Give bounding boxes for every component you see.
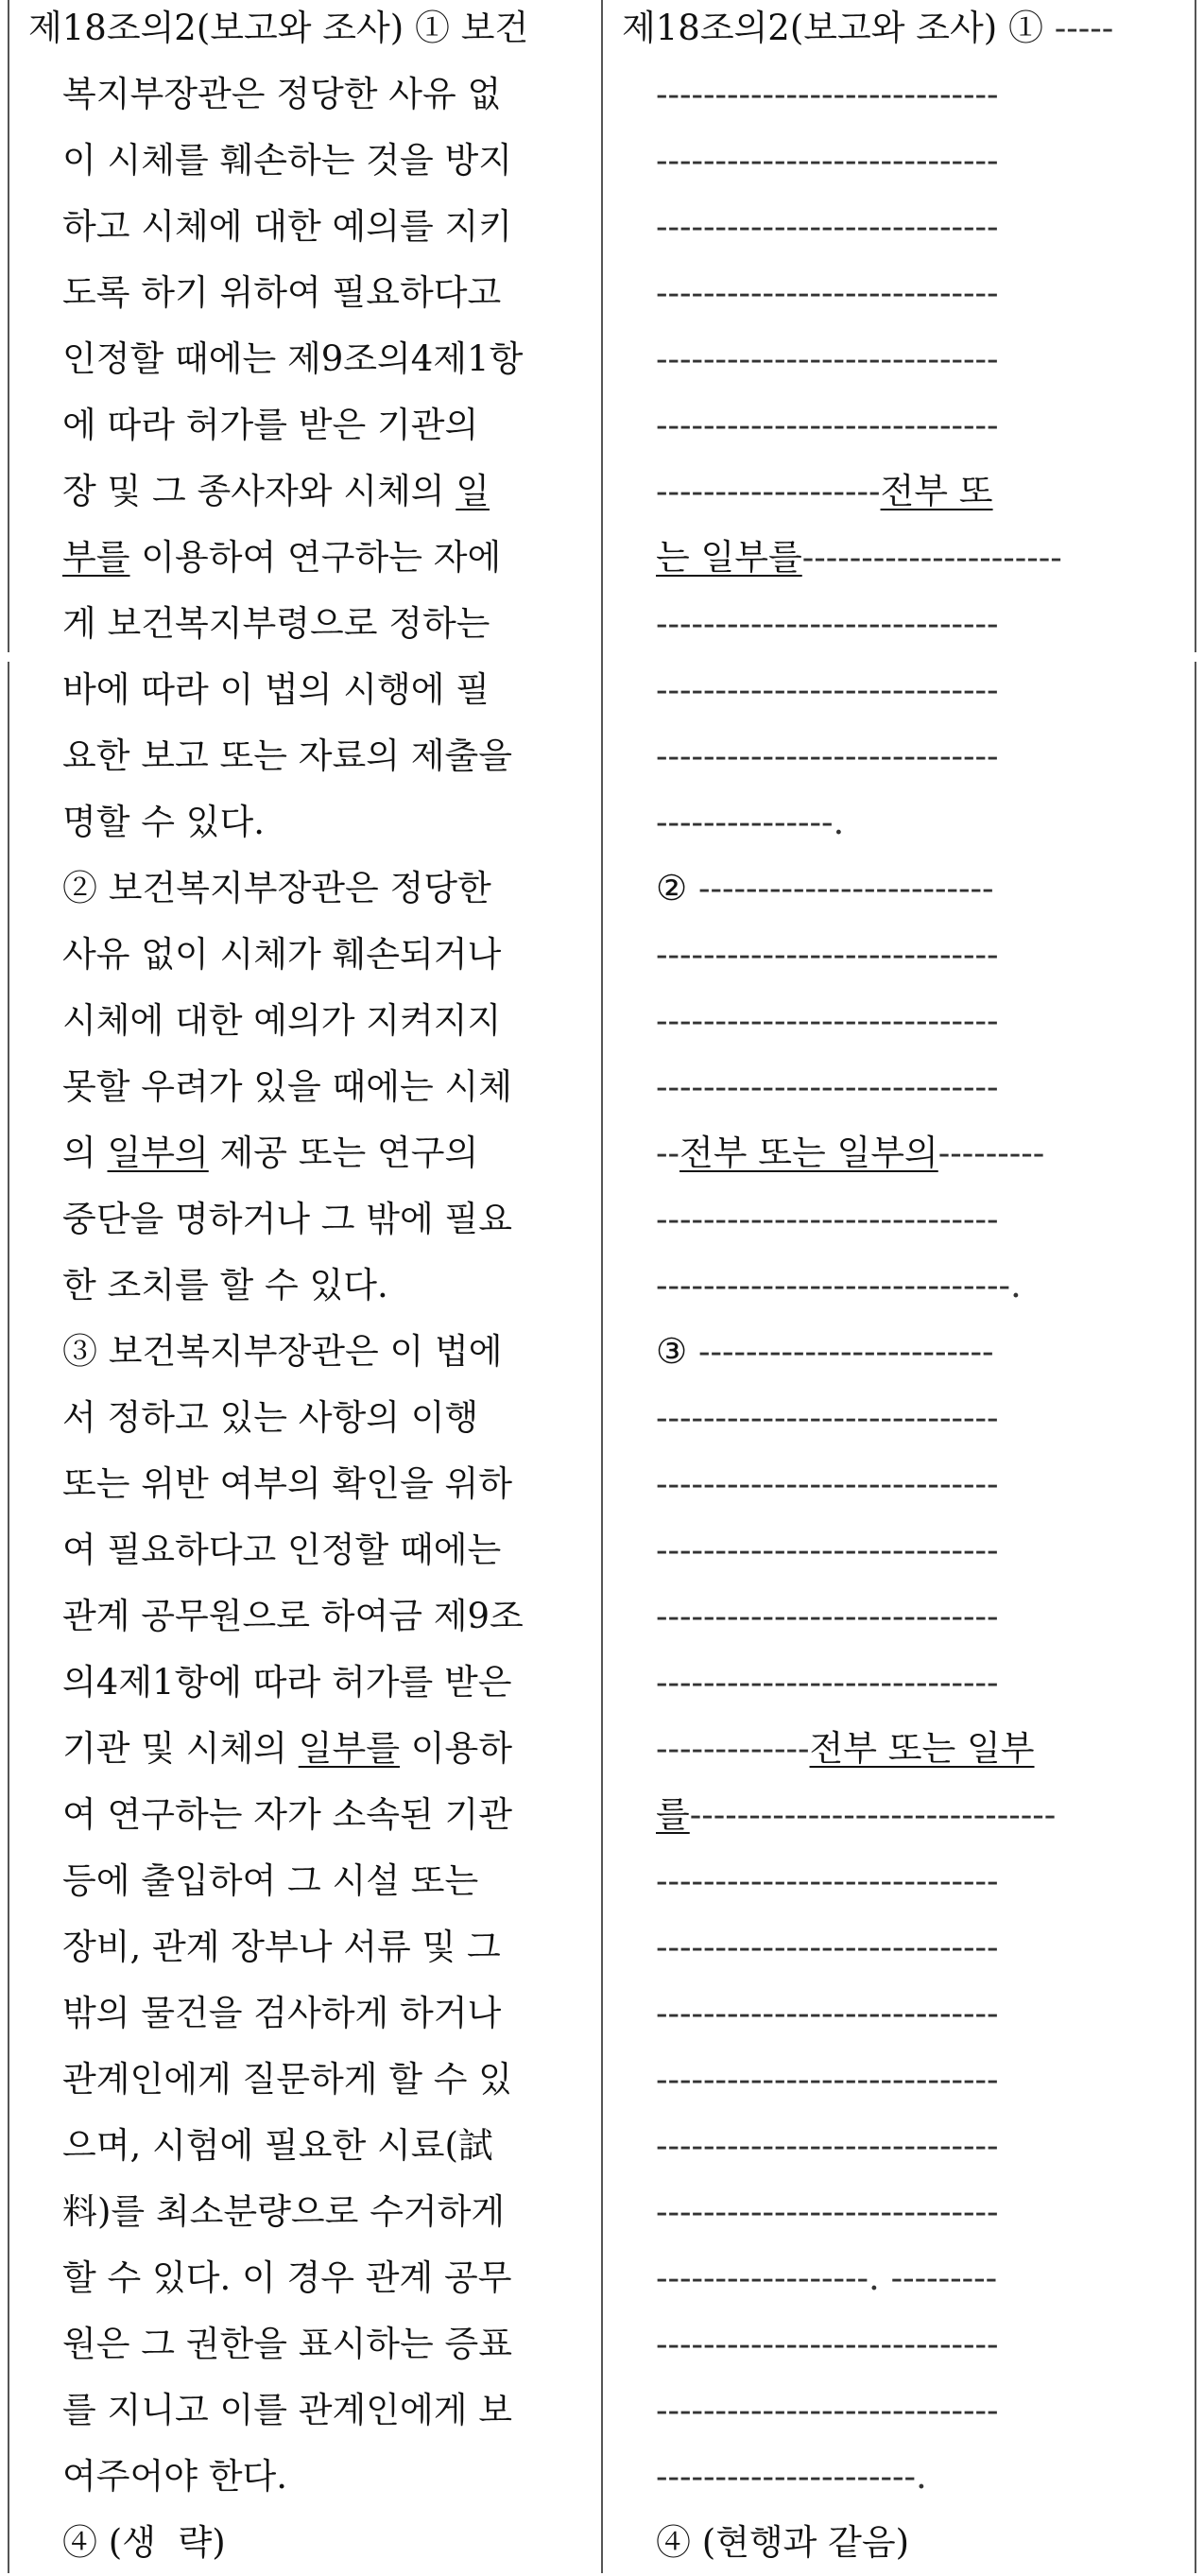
current-law-line-39: ④ (생 략) (62, 2522, 226, 2563)
omission-dashes: --------- (890, 2257, 998, 2298)
amendment-line-15: ----------------------------- (656, 934, 999, 975)
current-law-line-15: 사유 없이 시체가 훼손되거나 (62, 934, 502, 975)
plain-text: 기관 및 시체의 (62, 1728, 299, 1769)
underlined-amended-text: 부를 (62, 537, 130, 578)
current-law-line-19: 중단을 명하거나 그 밖에 필요 (62, 1199, 512, 1239)
current-law-line-10: 게 보건복지부령으로 정하는 (62, 603, 490, 644)
current-law-line-2: 복지부장관은 정당한 사유 없 (62, 74, 502, 114)
omission-dashes: --------- (937, 1132, 1045, 1173)
current-law-line-14: ② 보건복지부장관은 정당한 (62, 868, 491, 908)
current-law-line-8 (62, 458, 490, 525)
left-border-line (8, 0, 9, 652)
current-law-line-27 (62, 1716, 512, 1782)
amendment-line-10: ----------------------------- (656, 603, 999, 644)
current-law-line-22: 서 정하고 있는 사항의 이행 (62, 1397, 479, 1438)
plain-text: 제18조의2(보고와 조사) ① (622, 8, 1043, 48)
current-law-line-33: 으며, 시험에 필요한 시료(試 (62, 2125, 493, 2166)
current-law-line-16: 시체에 대한 예의가 지켜지지 (62, 1000, 502, 1041)
amendment-line-35 (656, 2245, 997, 2311)
amendment-line-3: ----------------------------- (656, 140, 999, 181)
amendment-line-32: ----------------------------- (656, 2059, 999, 2100)
amendment-line-34: ----------------------------- (656, 2191, 999, 2232)
plain-text: 이용하여 연구하는 자에 (129, 537, 502, 578)
amendment-line-18 (656, 1120, 1044, 1186)
underlined-amended-text: 전부 또는 일부의 (679, 1132, 938, 1173)
current-law-line-28: 여 연구하는 자가 소속된 기관 (62, 1794, 512, 1835)
underlined-amended-text: 일부의 (107, 1132, 209, 1173)
current-law-line-1: 제18조의2(보고와 조사) ① 보건 (28, 8, 529, 48)
amendment-line-21 (656, 1319, 994, 1385)
amendment-line-5: ----------------------------- (656, 272, 999, 313)
amendment-line-19: ----------------------------- (656, 1199, 999, 1239)
amendment-line-1 (622, 0, 1113, 61)
column-divider-line (601, 0, 603, 2573)
current-law-line-21: ③ 보건복지부장관은 이 법에 (62, 1331, 503, 1372)
current-law-line-30: 장비, 관계 장부나 서류 및 그 (62, 1927, 501, 1967)
underlined-amended-text: 를 (656, 1794, 690, 1835)
omission-dashes: -- (656, 1132, 680, 1173)
amendment-line-27 (656, 1716, 1035, 1782)
current-law-line-9 (62, 525, 501, 591)
paragraph-marker: ② (656, 868, 688, 908)
current-law-line-3: 이 시체를 훼손하는 것을 방지 (62, 140, 512, 181)
plain-text: 장 및 그 종사자와 시체의 (62, 471, 456, 511)
amendment-line-28 (656, 1782, 1056, 1848)
amendment-line-14 (656, 856, 994, 922)
underlined-amended-text: 일부를 (298, 1728, 400, 1769)
omission-dashes: ------------------. (656, 2257, 880, 2298)
current-law-line-24: 여 필요하다고 인정할 때에는 (62, 1530, 502, 1570)
omission-dashes: ------------- (656, 1728, 810, 1769)
amendment-line-11: ----------------------------- (656, 669, 999, 710)
current-law-line-38: 여주어야 한다. (62, 2456, 287, 2497)
current-law-line-32: 관계인에게 질문하게 할 수 있 (62, 2059, 512, 2100)
amendment-line-2: ----------------------------- (656, 74, 999, 114)
current-law-line-25: 관계 공무원으로 하여금 제9조 (62, 1596, 524, 1636)
amendment-line-38: ----------------------. (656, 2456, 927, 2497)
amendment-line-36: ----------------------------- (656, 2324, 999, 2364)
amendment-line-20: ------------------------------. (656, 1265, 1022, 1305)
omission-dashes: ------------------------- (697, 1331, 994, 1372)
current-law-line-7: 에 따라 허가를 받은 기관의 (62, 405, 479, 445)
current-law-line-12: 요한 보고 또는 자료의 제출을 (62, 735, 512, 776)
amendment-line-37: ----------------------------- (656, 2390, 999, 2430)
paragraph-marker: ③ (656, 1331, 688, 1372)
current-law-line-11: 바에 따라 이 법의 시행에 필 (62, 669, 490, 710)
right-border-line (1195, 0, 1196, 652)
current-law-line-23: 또는 위반 여부의 확인을 위하 (62, 1463, 512, 1504)
omission-dashes: ---------------------- (801, 537, 1062, 578)
current-law-line-13: 명할 수 있다. (62, 802, 265, 842)
amendment-line-23: ----------------------------- (656, 1463, 999, 1504)
omission-dashes: ------------------------------- (689, 1794, 1057, 1835)
underlined-amended-text: 전부 또 (880, 471, 993, 511)
amendment-line-33: ----------------------------- (656, 2125, 999, 2166)
amendment-line-29: ----------------------------- (656, 1860, 999, 1901)
plain-text: 의 (62, 1132, 108, 1173)
current-law-line-35: 할 수 있다. 이 경우 관계 공무 (62, 2257, 512, 2298)
amendment-line-17: ----------------------------- (656, 1066, 999, 1107)
amendment-line-7: ----------------------------- (656, 405, 999, 445)
current-law-line-6: 인정할 때에는 제9조의4제1항 (62, 338, 524, 379)
current-law-line-26: 의4제1항에 따라 허가를 받은 (62, 1662, 512, 1703)
amendment-line-39: ④ (현행과 같음) (656, 2522, 910, 2563)
amendment-line-26: ----------------------------- (656, 1662, 999, 1703)
amendment-line-4: ----------------------------- (656, 206, 999, 247)
current-law-line-29: 등에 출입하여 그 시설 또는 (62, 1860, 479, 1901)
amendment-line-13: ---------------. (656, 802, 845, 842)
omission-dashes: ------------------------- (697, 868, 994, 908)
amendment-line-25: ----------------------------- (656, 1596, 999, 1636)
omission-dashes: ----- (1054, 8, 1114, 48)
plain-text: 이용하 (399, 1728, 512, 1769)
plain-text: 제공 또는 연구의 (208, 1132, 479, 1173)
amendment-line-16: ----------------------------- (656, 1000, 999, 1041)
current-law-line-4: 하고 시체에 대한 예의를 지키 (62, 206, 512, 247)
current-law-line-36: 원은 그 권한을 표시하는 증표 (62, 2324, 512, 2364)
amendment-line-30: ----------------------------- (656, 1927, 999, 1967)
underlined-amended-text: 일 (456, 471, 490, 511)
amendment-line-9 (656, 525, 1062, 591)
omission-dashes: ------------------- (656, 471, 881, 511)
current-law-line-17: 못할 우려가 있을 때에는 시체 (62, 1066, 512, 1107)
amendment-line-6: ----------------------------- (656, 338, 999, 379)
current-law-line-5: 도록 하기 위하여 필요하다고 (62, 272, 502, 313)
current-law-line-20: 한 조치를 할 수 있다. (62, 1265, 388, 1305)
underlined-amended-text: 전부 또는 일부 (809, 1728, 1035, 1769)
current-law-line-34: 料)를 최소분량으로 수거하게 (62, 2191, 506, 2232)
current-law-line-37: 를 지니고 이를 관계인에게 보 (62, 2390, 512, 2430)
amendment-line-8 (656, 458, 993, 525)
current-law-line-18 (62, 1120, 478, 1186)
amendment-line-31: ----------------------------- (656, 1993, 999, 2033)
amendment-line-24: ----------------------------- (656, 1530, 999, 1570)
left-border-line-2 (8, 662, 9, 2573)
right-border-line-2 (1195, 662, 1196, 2573)
current-law-line-31: 밖의 물건을 검사하게 하거나 (62, 1993, 502, 2033)
underlined-amended-text: 는 일부를 (656, 537, 802, 578)
amendment-line-22: ----------------------------- (656, 1397, 999, 1438)
amendment-line-12: ----------------------------- (656, 735, 999, 776)
